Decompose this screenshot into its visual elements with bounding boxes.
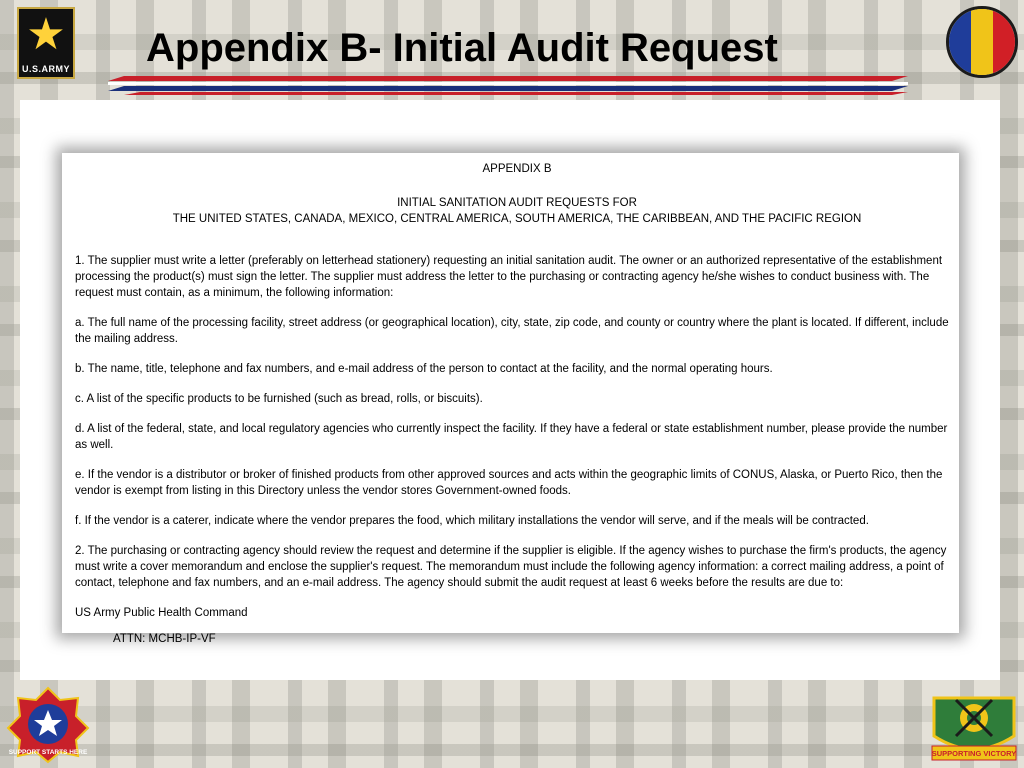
paragraph-a: a. The full name of the processing facility, street address (or geographical location), city, state, zip code, and county or country where the plant is located. If different, include the mailing address. bbox=[75, 317, 949, 345]
header-stripes bbox=[108, 76, 908, 100]
appendix-label: APPENDIX B bbox=[482, 163, 552, 175]
stripe-blue bbox=[108, 86, 908, 91]
paragraph-e: e. If the vendor is a distributor or broker of finished products from other approved sources and acts within the geographic limits of CONUS, Alaska, or Puerto Rico, then the vendor is exempt from listing in this Directory unless the vendor stores Government-owned foods. bbox=[75, 469, 943, 497]
stripe-red bbox=[108, 76, 908, 81]
paragraph-2: 2. The purchasing or contracting agency should review the request and determine if the supplier is eligible. If the agency wishes to purchase the firm's products, the agency must write a cover memorandum and enclose the supplier's request. The memorandum must include the following agency information: a correct mailing address, a point of contact, telephone and fax numbers, and an e-mail address. The agency should submit the audit request at least 6 weeks before the results are due to: bbox=[75, 545, 947, 589]
paragraph-f: f. If the vendor is a caterer, indicate where the vendor prepares the food, which military installations the vendor will serve, and if the meals will be contracted. bbox=[75, 515, 869, 527]
star-icon: ★ bbox=[26, 9, 66, 60]
tricolor-seal bbox=[946, 6, 1018, 78]
paragraph-1: 1. The supplier must write a letter (preferably on letterhead stationery) requesting an initial sanitation audit. The owner or an authorized representative of the establishment processing the product(s) must sign the letter. The supplier must address the letter to the purchasing or contracting agency he/she wishes to conduct business with. The request must contain, as a minimum, the following information: bbox=[75, 255, 943, 299]
address-line-1: US Army Public Health Command bbox=[75, 607, 248, 619]
stripe-red-2 bbox=[108, 92, 908, 95]
stripe-white bbox=[108, 82, 908, 85]
paragraph-c: c. A list of the specific products to be furnished (such as bread, rolls, or biscuits). bbox=[75, 393, 483, 405]
page-title: Appendix B- Initial Audit Request bbox=[146, 26, 778, 70]
paragraph-d: d. A list of the federal, state, and local regulatory agencies who currently inspect the facility. If they have a federal or state establishment number, please provide the number as well. bbox=[75, 423, 948, 451]
heading-line-1: INITIAL SANITATION AUDIT REQUESTS FOR bbox=[397, 197, 637, 209]
right-seal-text: SUPPORTING VICTORY bbox=[931, 749, 1017, 758]
supporting-victory-seal bbox=[928, 690, 1020, 764]
address-line-2: ATTN: MCHB-IP-VF bbox=[113, 633, 216, 645]
army-logo-text: U.S.ARMY bbox=[21, 64, 70, 74]
support-starts-here-seal bbox=[6, 686, 90, 764]
heading-line-2: THE UNITED STATES, CANADA, MEXICO, CENTRAL AMERICA, SOUTH AMERICA, THE CARIBBEAN, AND THE PACIFIC REGION bbox=[172, 213, 862, 225]
paragraph-b: b. The name, title, telephone and fax numbers, and e-mail address of the person to contact at the facility, and the normal operating hours. bbox=[75, 363, 773, 375]
us-army-logo bbox=[17, 7, 75, 79]
appendix-document bbox=[62, 153, 959, 645]
left-seal-text: SUPPORT STARTS HERE bbox=[8, 749, 88, 756]
